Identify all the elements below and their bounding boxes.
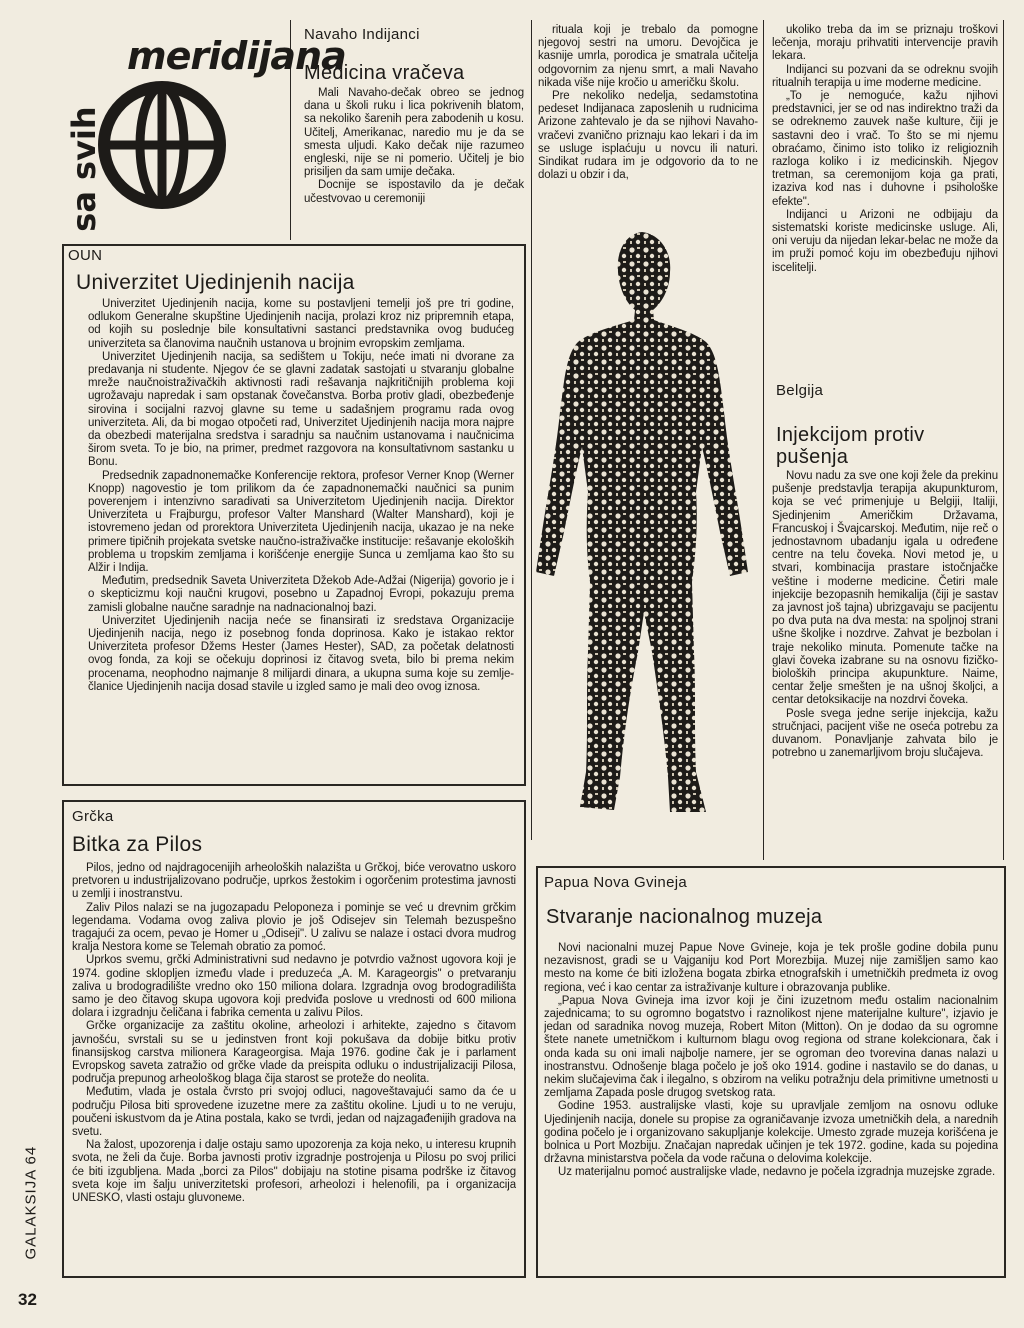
grcka-paragraph-4: Grčke organizacije za zaštitu okoline, arheolozi i arhitekte, zajedno s čitavom javnošću, svrstali su se u jedinstven front koji pokušava da dobije bitku protiv finansijskog carstva milionera Karageorgisa. Maja 1976. godine čak je i parlament Evropskog saveta zatražio od grčke vlade da preispita odluku o industrijalizaciji Pilosa, područja prepunog arheološkog blaga čija starost se proteže do neolita. bbox=[72, 1020, 516, 1086]
globe-icon bbox=[97, 80, 227, 210]
papua-headline: Stvaranje nacionalnog muzeja bbox=[546, 906, 823, 928]
magazine-name-vertical: GALAKSIJA 64 bbox=[22, 1145, 40, 1260]
belgija-paragraph-2: Posle svega jedne serije injekcija, kažu stručnjaci, pacijent više ne oseća potrebu za duvanom. Ponavljanje zahvata bilo je potrebno u zanemarljivom broju slučajeva. bbox=[772, 707, 998, 760]
papua-paragraph-4: Uz materijalnu pomoć australijske vlade, nedavno je počela izgradnja muzejske zgrade. bbox=[558, 1166, 996, 1179]
navaho-column-3 bbox=[772, 24, 998, 364]
oun-paragraph-4: Međutim, predsednik Saveta Univerziteta Džekob Ade-Adžai (Nigerija) govorio je i o skepticizmu koji naučni krugovi, posebno u Zapadnoj Evropi, pokazuju prema zamisli globalne naučne saradnje na nadnacionalnoj bazi. bbox=[88, 575, 514, 614]
oun-kicker: OUN bbox=[68, 247, 103, 264]
masthead-logo bbox=[55, 20, 346, 235]
navaho-kicker: Navaho Indijanci bbox=[304, 26, 420, 43]
grcka-paragraph-5: Međutim, vlada je ostala čvrsto pri svojoj odluci, nagoveštavajući samo da će u području Pilosa biti sprovedene izuzetne mere za zaštitu okoline. Ljudi u to ne veruju, poučeni iskustvom da je Atina postala, kako se tvrdi, jedan od najzagađenijih gradova na svetu. bbox=[72, 1086, 516, 1139]
belgija-headline-line-1: Injekcijom protiv bbox=[776, 424, 925, 446]
oun-paragraph-5: Univerzitet Ujedinjenih nacija neće se finansirati iz sredstava Organizacije Ujedinjenih nacija, nego iz posebnog fonda doprinosa. Kako je istakao rektor Univerziteta profesor Džems Hester (James Hester), SAD, za početak delatnosti ovog fonda, za koji se očekuju doprinosi iz čitavog sveta, bilo bi prema nekim procenama, neophodno najmanje 8 milijardi dinara, a ukupna suma koje su zemlje-članice Ujedinjenih nacija dosad stavile u izgled samo je mali deo ovog iznosa. bbox=[88, 614, 514, 693]
navaho-headline: Medicina vračeva bbox=[304, 62, 465, 84]
grcka-paragraph-2: Zaliv Pilos nalazi se na jugozapadu Peloponeza i pominje se već u drevnim grčkim legendama. Vodama ovog zaliva plovio je još Odisejev sin Telemah bezuspešno tragajući za ocem, pevao je Homer u „Odiseji". U zalivu se nalaze i ostaci dvora mudrog kralja Nestora kome se Telemah obratio za pomoć. bbox=[72, 901, 516, 954]
grcka-headline: Bitka za Pilos bbox=[72, 833, 203, 856]
papua-kicker: Papua Nova Gvineja bbox=[544, 874, 687, 891]
belgija-body bbox=[772, 470, 998, 856]
human-silhouette-illustration bbox=[530, 232, 770, 832]
grcka-kicker: Grčka bbox=[72, 808, 114, 825]
belgija-kicker: Belgija bbox=[776, 382, 824, 399]
grcka-paragraph-6: Na žalost, upozorenja i dalje ostaju samo upozorenja za koja neko, u interesu krupnih svota, ne želi da čuje. Borba javnosti protiv izgradnje postrojenja u Pilosu po svoj prilici će biti izgubljena. Mada „borci za Pilos" dobijaju na stotine pisama podrške iz čitavog sveta koje im šalju univerzitetski profesori, arheolozi i helenofili, pa i organizacija UNESKO, vlasti ostaju gluvonеме. bbox=[72, 1139, 516, 1205]
grcka-paragraph-1: Pilos, jedno od najdragocenijih arheoloških nalazišta u Grčkoj, biće verovatno uskoro pretvoren u industrijalizovano područje, uprkos žestokim i ogorčenim protestima javnosti u zemlji i inostranstvu. bbox=[72, 862, 516, 901]
navaho-col3-paragraph-4: Indijanci u Arizoni ne odbijaju da sistematski koriste medicinske usluge. Ali, oni veruju da nijedan lekar-belac ne može da im pruži pomoć koju im obezbeđuju njihovi iscelitelji. bbox=[772, 208, 998, 274]
oun-headline: Univerzitet Ujedinjenih nacija bbox=[76, 271, 355, 294]
masthead-horizontal-word: meridijana bbox=[127, 34, 346, 78]
masthead-vertical-word: sa svih bbox=[65, 106, 103, 232]
oun-paragraph-2: Univerzitet Ujedinjenih nacija, sa sedištem u Tokiju, neće imati ni dvorane za predavanja ni studente. Njegov će se glavni zadatak sastojati u stvaranju globalne mreže naučnoistraživačkih aktivnosti radi rešavanja najkritičnijih problema koji ugrožavaju napredak i sam opstanak čovečanstva. Borba protiv gladi, obezbeđenje sirovina i socijalni razvoj glavne su teme u sadašnjem programu rada ovog univerziteta. Ali, da bi mogao otpočeti rad, Univerzitet Ujedinjenih nacija mora najpre da obezbedi materijalna sredstva i saradnju sa naučnim ustanovama i naučnicima širom sveta. To je bio, na primer, predmet razgovora na konsultativnom sastanku u Bonu. bbox=[88, 350, 514, 469]
papua-paragraph-1: Novi nacionalni muzej Papue Nove Gvineje, koja je tek prošle godine dobila punu nezavisnost, gradi se u Vajganiju kod Port Morezbija. Muzej nije zamišljen samo kao mesto na kome će biti izložena bogata zbirka etnografskih i umetničkih predmeta iz ovog regiona, već i kao centar za istraživanje kulture i obrazovanja publike. bbox=[544, 942, 998, 994]
navaho-col3-paragraph-2: Indijanci su pozvani da se odreknu svojih ritualnih terapija u ime moderne medicine. bbox=[772, 63, 998, 89]
navaho-column-2 bbox=[538, 24, 758, 224]
papua-paragraph-3: Godine 1953. australijske vlasti, koje su upravljale zemljom na osnovu odluke Ujedinjenih nacija, donele su propise za ograničavanje izvoza umetničkih dela, a narednih godina počelo je i organizovano sakupljanje kolekcije. Umesto zgrade muzeja korišćena je bolnica u Port Mozbiju. Značajan napredak učinjen je tek 1972. godine, kada su pojedina državna ministarstva počela da vode računa o delovima kolekcije. bbox=[544, 1100, 998, 1166]
grcka-paragraph-3: Uprkos svemu, grčki Administrativni sud nedavno je potvrdio važnost ugovora koji je 1974. godine sklopljen između vlade i preduzeća „A. M. Karageorgis" o pretvaranju zaliva u brodogradilište vredno oko 150 miliona dolara. Izgradnja ovog brodogradilišta samo je deo čitavog skupa ugovora koji predviđa poslove u vrednosti od 600 miliona dolara i izgradnju čeličana i fabrika cementa u zalivu Pilos. bbox=[72, 954, 516, 1020]
navaho-col3-paragraph-3: „To je nemoguće, kažu njihovi predstavnici, jer se od nas indirektno traži da se odreknemo zauvek naše kulture, čiji je sastavni deo i vrač. To što se mi njemu obraćamo, činimo isto toliko iz religioznih razloga koliko i iz medicinskih. Njegov tretman, sa ceremonijom koja ga prati, izaziva kod nas i duhovne i psihološke efekte". bbox=[772, 90, 998, 208]
navaho-col2-paragraph-1: rituala koji je trebalo da pomogne njegovoj sestri na umoru. Devojčica je kasnije umrla, porodica je smatrala učitelja odgovornim za njenu smrt, a mali Navaho nikada više nije kročio u američku školu. bbox=[538, 24, 758, 89]
belgija-headline-line-2: pušenja bbox=[776, 446, 849, 468]
column-rule-4 bbox=[1003, 20, 1004, 860]
belgija-paragraph-1: Novu nadu za sve one koji žele da prekinu pušenje predstavlja terapija akupunkturom, koja se već primenjuje u Belgiji, Italiji, Sjedinjenim Američkim Državama, Francuskoj i Švajcarskoj. Međutim, nije reč o jednostavnom ubadanju igala u određene centre na telu čoveka. Novi metod je, u stvari, kombinacija prastare istočnjačke veštine i moderne medicine. Četiri male injekcije bezopasnih hemikalija (čiji je sastav za javnost još tajna) ubrizgavaju se pacijentu po dva puta na dva mesta: na spoljnoj strani ušne školjke i nozdrve. Zahvat je bezbolan i traje nekoliko minuta. Pomenute tačke na glavi čoveka izabrane su na osnovu fizičko-bioloških principa akupunkture. Naime, centar želje smešten je na ušnoj školjci, a centar detoksikacije na nozdrvi čoveka. bbox=[772, 470, 998, 707]
navaho-column-1 bbox=[304, 87, 524, 242]
navaho-col1-paragraph-2: Docnije se ispostavilo da je dečak učestvovao u ceremoniji bbox=[304, 179, 524, 205]
papua-body bbox=[544, 942, 998, 1274]
navaho-col2-paragraph-2: Pre nekoliko nedelja, sedamstotina pedeset Indijanaca zaposlenih u rudnicima Arizone zahtevalo je da se njihovi Navaho-vračevi zvanično priznaju kao lekari i da im se usluge isplaćuju u novcu ili naturi. Sindikat rudara im je odgovorio da to ne dolazi u obzir i da, bbox=[538, 90, 758, 182]
grcka-body bbox=[72, 862, 516, 1274]
oun-paragraph-3: Predsednik zapadnonemačke Konferencije rektora, profesor Verner Knop (Werner Knopp) nagovestio je tom prilikom da će zapadnonemački naučnici sa punim poverenjem i intenzivno saradivati sa Univerzitetom Ujedinjenih nacija. Direktor Univerziteta u Frajburgu, profesor Valter Manshard (Walter Manshard), koji je istovremeno jedan od prorektora Univerziteta Ujedinjenih nacija, ukazao je na neke primere tipičnih projekata svetske naučno-istraživačke institucije: rešavanje ekoloških problema u tropskim zemljama i korišćenje energije Sunca u zemljama kao što su Alžir i Indija. bbox=[88, 469, 514, 575]
navaho-col3-paragraph-1: ukoliko treba da im se priznaju troškovi lečenja, moraju prihvatiti intervencije pravih lekara. bbox=[772, 24, 998, 63]
oun-body bbox=[88, 298, 514, 782]
page-number: 32 bbox=[18, 1290, 37, 1309]
papua-paragraph-2: „Papua Nova Gvineja ima izvor koji je čini izuzetnom među ostalim nacionalnim zajednicama; to su ogromno bogatstvo i raznolikost njene materijalne kulture", izjavio je jedan od saradnika novog muzeja, Robert Miton (Mitton). On je dodao da su ogromne štete nanete umetničkom i kulturnom blagu ovog regiona od strane kolekcionara, čak i onda kada su oni imali najbolje namere, jer se ogroman deo tvorevina danas nalazi u inostranstvu. Odnošenje blaga počelo je još oko 1914. godine i nastavilo se do danas, u nekim slučajevima čak i ilegalno, s obzirom na veliku potražnju dela primitivne umetnosti u zemljama Zapada posle drugog svetskog rata. bbox=[544, 994, 998, 1100]
oun-paragraph-1: Univerzitet Ujedinjenih nacija, kome su postavljeni temelji još pre tri godine, odlukom Generalne skupštine Ujedinjenih nacija, prolazi kroz niz pripremnih etapa, od kojih su poslednje bile konsultativni sastanci predstavnika ovog budućeg univerziteta sa članovima naučnih ustanova u brojnim evropskim zemljama. bbox=[88, 298, 514, 350]
navaho-col1-paragraph-1: Mali Navaho-dečak obreo se jednog dana u školi ruku i lica pokrivenih blatom, sa nekoliko šarenih pera zabodenih u kosu. Učitelj, Amerikanac, naredio mu je da se smesta uljudi. Kako dečak nije razumeo engleski, nije se ni pomerio. Učitelj je bio prisiljen da sam umije dečaka. bbox=[304, 87, 524, 179]
